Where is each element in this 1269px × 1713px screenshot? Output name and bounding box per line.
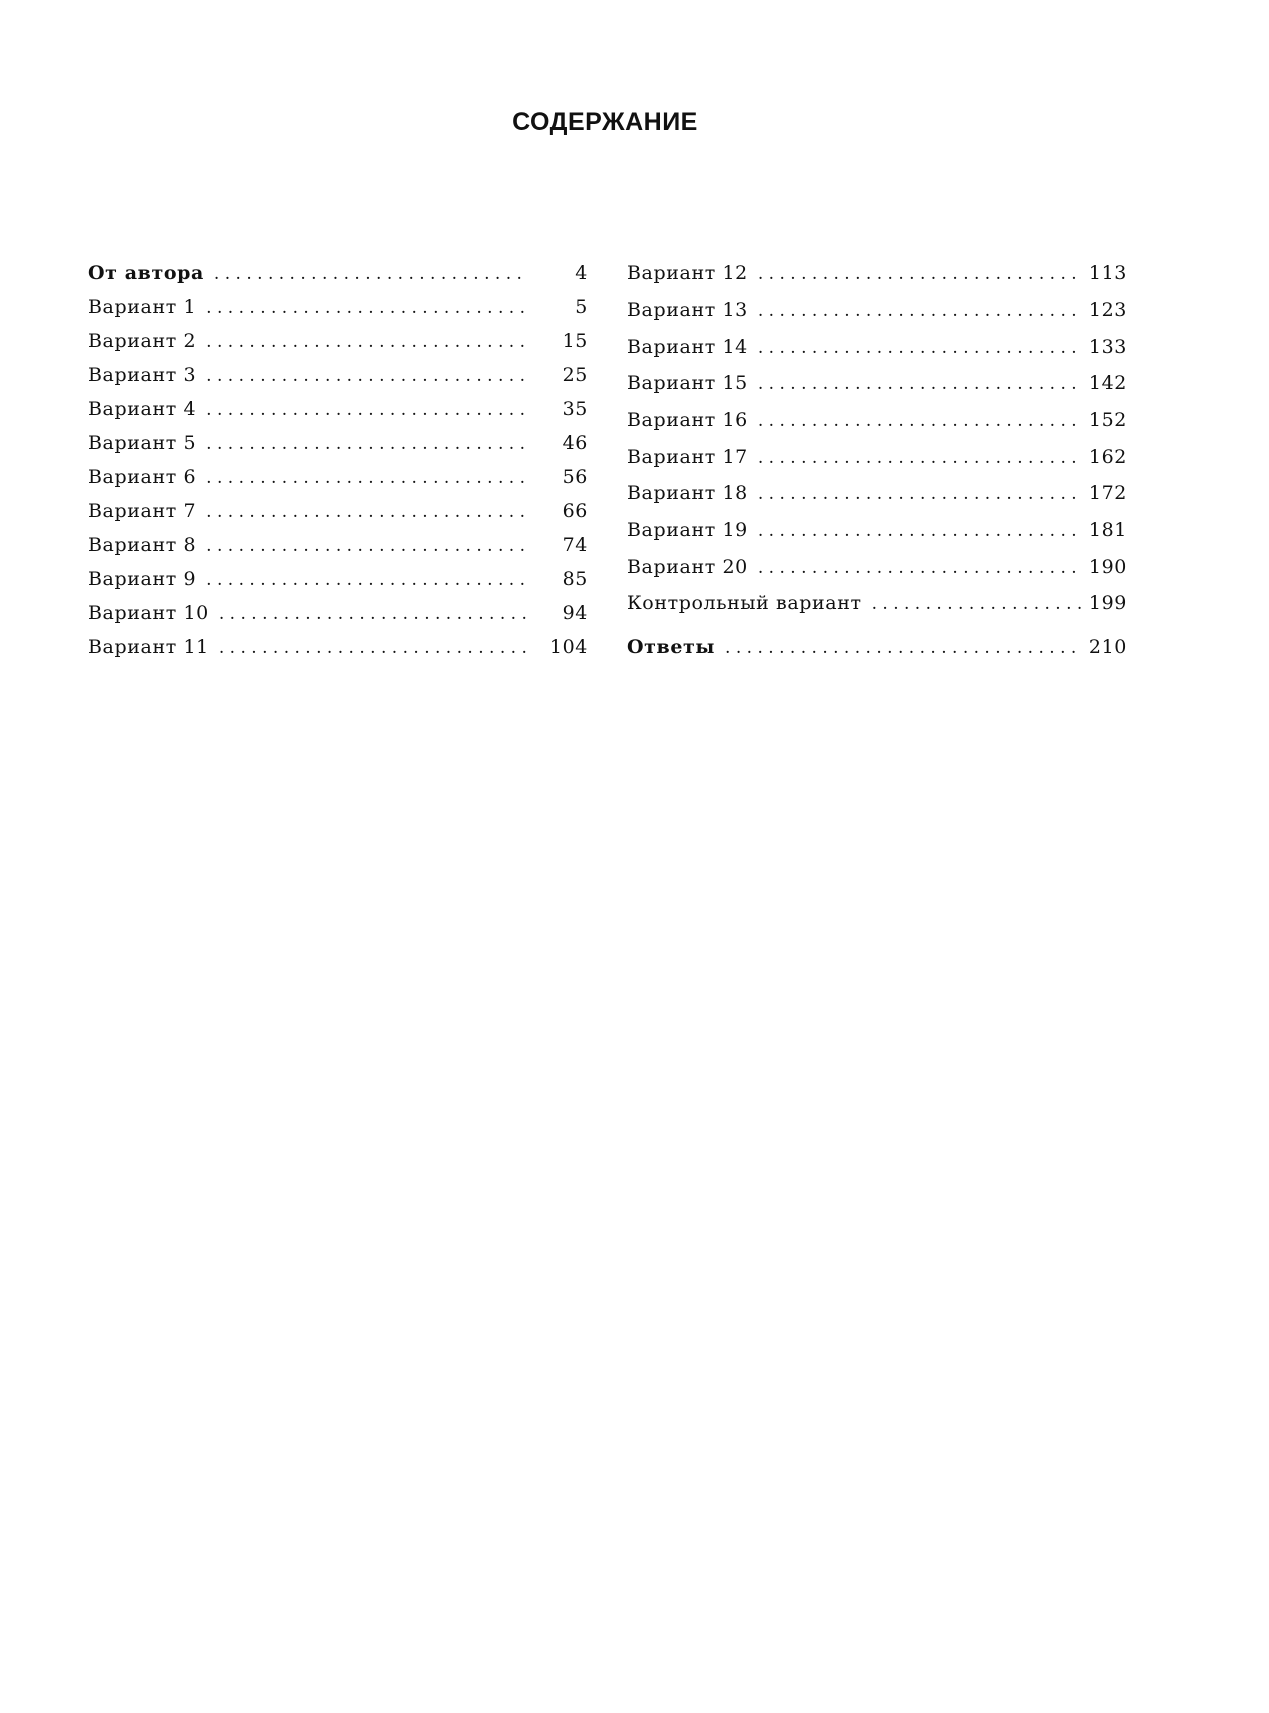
toc-dot-leader [758,409,1083,431]
toc-entry [627,372,1127,406]
toc-entry [627,262,1127,296]
toc-entry-title: Вариант 11 [88,636,209,658]
toc-entry-title: Вариант 14 [627,336,748,358]
toc-dot-leader [758,372,1083,394]
toc-entry [88,364,588,398]
toc-dot-leader [206,534,528,556]
toc-dot-leader [214,262,528,284]
toc-entry-title: Вариант 13 [627,299,748,321]
toc-entry-page-number: 199 [1088,592,1127,614]
toc-entry [627,299,1127,333]
toc-entry-page-number: 133 [1088,336,1127,358]
toc-entry-title: Вариант 19 [627,519,748,541]
toc-entry-page-number: 113 [1088,262,1127,284]
toc-dot-leader [758,262,1083,284]
toc-dot-leader [758,519,1083,541]
toc-entry [627,336,1127,370]
toc-dot-leader [206,432,528,454]
toc-entry [627,409,1127,443]
toc-dot-leader [758,556,1083,578]
toc-entry-title: Вариант 15 [627,372,748,394]
toc-entry-title: Контрольный вариант [627,592,862,614]
toc-entry [88,296,588,330]
toc-entry [88,500,588,534]
toc-entry-page-number: 94 [562,602,588,624]
toc-entry-title: Вариант 9 [88,568,197,590]
toc-entry-page-number: 190 [1088,556,1127,578]
toc-entry [88,398,588,432]
toc-entry [88,602,588,636]
toc-entry [627,556,1127,590]
toc-dot-leader [206,330,528,352]
toc-dot-leader [758,446,1083,468]
toc-entry-title: Вариант 6 [88,466,197,488]
toc-entry-page-number: 46 [562,432,588,454]
toc-entry [627,519,1127,553]
toc-dot-leader [206,466,528,488]
toc-dot-leader [219,636,528,658]
toc-dot-leader [725,636,1083,658]
toc-dot-leader [206,398,528,420]
toc-entry [627,592,1127,626]
toc-entry [88,534,588,568]
toc-entry [88,432,588,466]
toc-dot-leader [206,296,528,318]
toc-entry-title: Вариант 18 [627,482,748,504]
toc-entry-title: Вариант 17 [627,446,748,468]
toc-dot-leader [219,602,528,624]
toc-entry-title: Вариант 3 [88,364,197,386]
toc-entry-page-number: 210 [1088,636,1127,658]
toc-entry-page-number: 181 [1088,519,1127,541]
toc-dot-leader [206,568,528,590]
toc-dot-leader [206,500,528,522]
toc-dot-leader [206,364,528,386]
toc-entry [88,330,588,364]
toc-entry [88,636,588,670]
toc-entry-page-number: 142 [1088,372,1127,394]
toc-dot-leader [872,592,1083,614]
toc-dot-leader [758,299,1083,321]
toc-entry-title: Вариант 20 [627,556,748,578]
toc-entry-page-number: 4 [575,262,588,284]
toc-entry-title: От автора [88,262,204,284]
toc-entry-page-number: 172 [1088,482,1127,504]
page-title: СОДЕРЖАНИЕ [512,108,698,136]
toc-entry [627,482,1127,516]
toc-entry-title: Вариант 10 [88,602,209,624]
toc-dot-leader [758,482,1083,504]
toc-entry-page-number: 104 [549,636,588,658]
toc-entry-page-number: 56 [562,466,588,488]
toc-entry-title: Вариант 12 [627,262,748,284]
toc-entry-title: Вариант 1 [88,296,197,318]
toc-entry-page-number: 74 [562,534,588,556]
toc-entry-page-number: 152 [1088,409,1127,431]
toc-entry-page-number: 85 [562,568,588,590]
toc-entry-page-number: 5 [575,296,588,318]
toc-entry-page-number: 25 [562,364,588,386]
toc-entry-page-number: 35 [562,398,588,420]
toc-entry-title: Вариант 8 [88,534,197,556]
toc-entry-page-number: 66 [562,500,588,522]
toc-entry-page-number: 15 [562,330,588,352]
toc-entry [88,568,588,602]
toc-entry-page-number: 162 [1088,446,1127,468]
toc-entry-page-number: 123 [1088,299,1127,321]
toc-entry [627,446,1127,480]
toc-entry-title: Ответы [627,636,716,658]
toc-entry [88,262,588,296]
toc-entry-title: Вариант 5 [88,432,197,454]
toc-entry-title: Вариант 16 [627,409,748,431]
toc-entry [627,636,1127,670]
toc-entry-title: Вариант 4 [88,398,197,420]
toc-entry-title: Вариант 7 [88,500,197,522]
toc-entry [88,466,588,500]
toc-entry-title: Вариант 2 [88,330,197,352]
toc-dot-leader [758,336,1083,358]
